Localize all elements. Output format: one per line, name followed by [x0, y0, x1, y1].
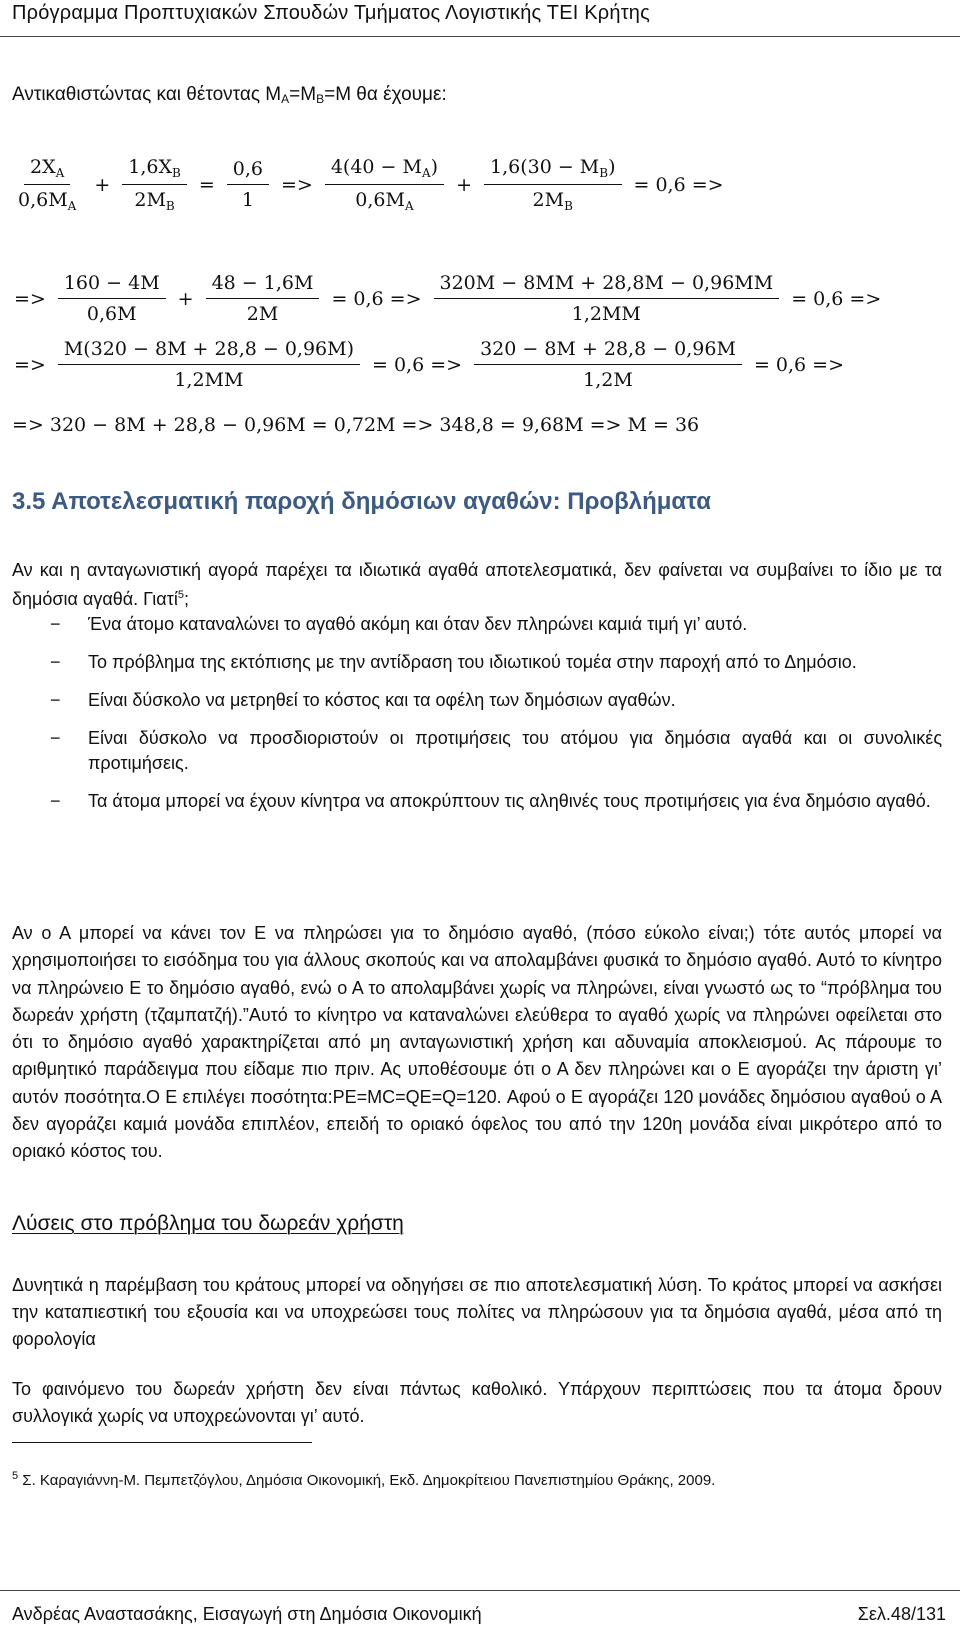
header-divider [0, 36, 960, 37]
numerator: 0,6 [227, 158, 269, 185]
fraction [474, 338, 742, 391]
numerator: M(320 − 8M + 28,8 − 0,96M) [58, 338, 360, 365]
intro-text: Αντικαθιστώντας και θέτοντας Μ [12, 84, 282, 105]
denominator: 1,2M [583, 369, 633, 391]
paragraph-text: Αν και η ανταγωνιστική αγορά παρέχει τα ιδιωτικά αγαθά αποτελεσματικά, δεν φαίνεται να συμβαίνει το ίδιο με τα δημόσια αγαθά. Γιατί [12, 560, 942, 609]
intro-sentence [12, 84, 447, 106]
numerator: 160 − 4M [58, 272, 166, 299]
numerator: 320M − 8MM + 28,8M − 0,96MM [434, 272, 780, 299]
dash-bullet-icon: − [50, 652, 61, 672]
intro-text: =Μ [289, 84, 317, 105]
numerator: 1,6(30 − M [489, 156, 600, 178]
operator: = 0,6 => [753, 353, 844, 376]
footnote-reference[interactable]: 5 [177, 589, 184, 601]
dash-bullet-icon: − [50, 690, 61, 710]
operator: = 0,6 => [633, 173, 724, 196]
dash-bullet-icon: − [50, 728, 61, 748]
denominator: 2M [532, 189, 565, 211]
list-item: − Το πρόβλημα της εκτόπισης με την αντίδραση του ιδιωτικού τομέα στην παροχή από το Δημόσιο. [12, 650, 942, 675]
denominator: 0,6M [86, 303, 137, 325]
list-item: − Είναι δύσκολο να μετρηθεί το κόστος και τα οφέλη των δημόσιων αγαθών. [12, 688, 942, 713]
fraction [58, 272, 166, 325]
footer-divider [0, 1590, 960, 1591]
solutions-paragraph-2: Το φαινόμενο του δωρεάν χρήστη δεν είναι πάντως καθολικό. Υπάρχουν περιπτώσεις που τα άτομα δρουν συλλογικά χωρίς να υποχρεώνονται γι’ αυτό. [12, 1379, 942, 1426]
main-paragraph: Αν ο Α μπορεί να κάνει τον Ε να πληρώσει για το δημόσιο αγαθό, (πόσο εύκολο είναι;) τότε αυτός μπορεί να χρησιμοποιήσει το εισόδημα του για άλλους σκοπούς και να απολαμβάνει φυσικά το δημόσιο αγαθό. Αυτό το κίνητρο να πληρώνειο Ε το δημόσιο αγαθό, ενώ ο Α το απολαμβάνει χωρίς να πληρώνει, είναι γνωστό ως το “πρόβλημα του δωρεάν χρήστη (τζαμπατζή).”Αυτό το κίνητρο να καταναλώνει ελεύθερα το αγαθό χωρίς να πληρώνει οφείλεται στο ότι το δημόσιο αγαθό χαρακτηρίζεται από μη ανταγωνιστική χρήση και αδυναμία αποκλεισμού. Ας πάρουμε το αριθμητικό παράδειγμα που είδαμε πιο πριν. Ας υποθέσουμε ότι ο Α δεν πληρώνει και ο Ε αγοράζει την άριστη γι’ αυτόν ποσότητα.Ο Ε επιλέγει ποσότητα:PE=MC=QE=Q=120. Αφού ο Ε αγοράζει 120 μονάδες δημόσιου αγαθού ο Α δεν αγοράζει καμιά μονάδα επιπλέον, επειδή το οριακό όφελος του από την 120η μονάδα είναι μικρότερο από το οριακό κόστος του. [12, 923, 942, 1162]
operator: = [198, 173, 215, 196]
operator: + [177, 287, 194, 310]
fraction: $\frac{1,6X_B}{2M_B}$ [122, 156, 187, 213]
operator: + [456, 173, 472, 196]
page-header: Πρόγραμμα Προπτυχιακών Σπουδών Τμήματος Λογιστικής ΤΕΙ Κρήτης [12, 2, 650, 24]
section-intro-paragraph: Αν και η ανταγωνιστική αγορά παρέχει τα ιδιωτικά αγαθά αποτελεσματικά, δεν φαίνεται να συμβαίνει το ίδιο με τα δημόσια αγαθά. Γιατί$^5$; [12, 560, 942, 609]
fraction [206, 272, 320, 325]
denominator: 2M [246, 303, 279, 325]
denominator: 1,2MM [571, 303, 641, 325]
operator: + [94, 173, 111, 196]
fraction: $\frac{4(40 - M_A)}{0,6M_A}$ [325, 156, 444, 213]
subscript-b: Β [316, 92, 325, 106]
subsection-heading: Λύσεις στο πρόβλημα του δωρεάν χρήστη [12, 1212, 404, 1235]
fraction [58, 338, 360, 391]
solutions-paragraph-1: Δυνητικά η παρέμβαση του κράτους μπορεί να οδηγήσει σε πιο αποτελεσματική λύση. Το κράτος μπορεί να ασκήσει την καταπιεστική του εξουσία και να υποχρεώσει τους πολίτες να πληρώσουν για τα δημόσια αγαθά, μέσα από τη φορολογία [12, 1275, 942, 1349]
operator: = 0,6 => [791, 287, 882, 310]
operator: => [14, 287, 46, 310]
operator: => [14, 353, 46, 376]
fraction: $\frac{1,6(30 - M_B)}{2M_B}$ [484, 156, 622, 213]
numerator: 1,6X [128, 156, 173, 178]
denominator: 1,2MM [174, 369, 244, 391]
operator: => [280, 173, 313, 196]
fraction [434, 272, 780, 325]
equation-line-4: => 320 − 8M + 28,8 − 0,96M = 0,72M => 348,8 = 9,68M => M = 36 [12, 414, 700, 436]
equation-line-1 [12, 156, 726, 213]
list-item: − Είναι δύσκολο να προσδιοριστούν οι προτιμήσεις του ατόμου για δημόσια αγαθά και οι συνολικές προτιμήσεις. [50, 728, 942, 773]
numerator: 4(40 − M [330, 156, 422, 178]
numerator: 2X [30, 156, 56, 178]
denominator: 2M [134, 189, 166, 211]
subscript-a: Α [281, 92, 290, 106]
footnote-divider [12, 1442, 312, 1443]
numerator: 320 − 8M + 28,8 − 0,96M [474, 338, 742, 365]
operator: = 0,6 => [331, 287, 422, 310]
footnote [12, 1470, 715, 1489]
intro-text: =Μ θα έχουμε: [324, 84, 447, 105]
footnote-mark: 5 [12, 1470, 19, 1482]
footnote-text: Σ. Καραγιάννη-Μ. Πεμπετζόγλου, Δημόσια Οικονομική, Εκδ. Δημοκρίτειου Πανεπιστημίου Θράκης, 2009. [18, 1472, 716, 1489]
equation-line-2 [12, 272, 883, 325]
section-heading: 3.5 Αποτελεσματική παροχή δημόσιων αγαθών: Προβλήματα [12, 488, 711, 515]
operator: = 0,6 => [372, 353, 463, 376]
dash-bullet-icon: − [50, 791, 61, 811]
equation-line-3 [12, 338, 846, 391]
denominator: 0,6M [18, 189, 68, 211]
dash-bullet-icon: − [50, 614, 61, 634]
denominator: 0,6M [355, 189, 405, 211]
footer-author-title: Ανδρέας Αναστασάκης, Εισαγωγή στη Δημόσια Οικονομική [12, 1604, 482, 1624]
list-item: − Ένα άτομο καταναλώνει το αγαθό ακόμη και όταν δεν πληρώνει καμιά τιμή γι’ αυτό. [12, 612, 942, 637]
denominator: 1 [241, 189, 254, 211]
numerator: 48 − 1,6M [206, 272, 320, 299]
page-number: Σελ.48/131 [857, 1604, 946, 1624]
list-item: − Τα άτομα μπορεί να έχουν κίνητρα να αποκρύπτουν τις αληθινές τους προτιμήσεις για ένα δημόσιο αγαθό. [12, 789, 942, 814]
problems-list [12, 612, 942, 827]
fraction [227, 158, 269, 211]
fraction: $\frac{2X_A}{0,6M_A}$ [18, 156, 77, 213]
